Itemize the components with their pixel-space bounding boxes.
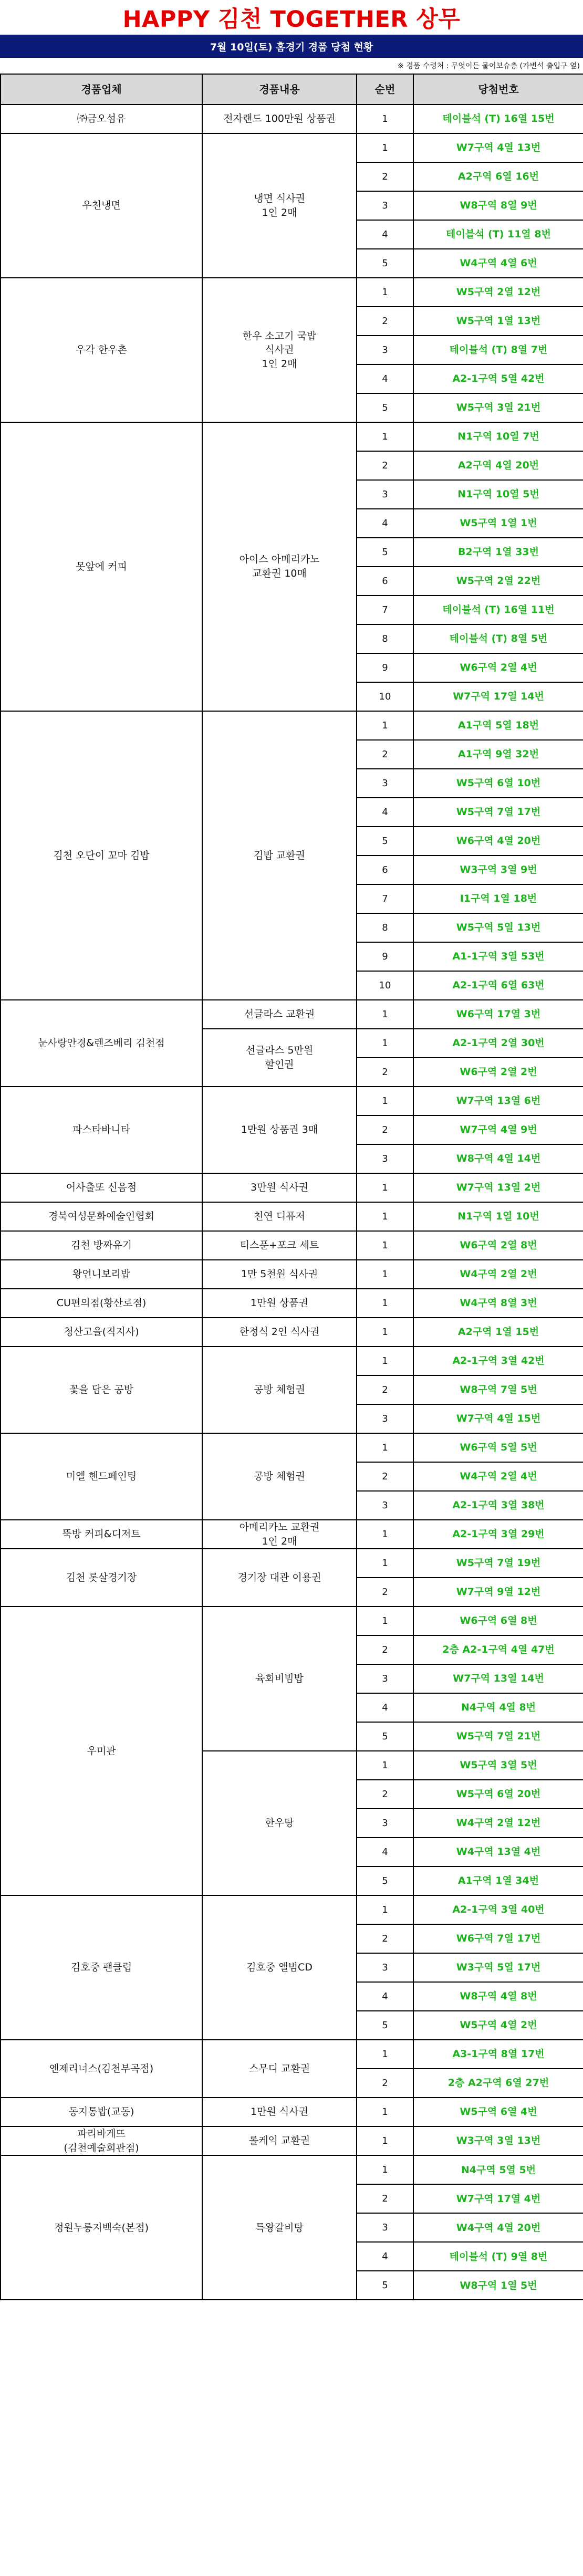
prize-cell: 김호중 앨범CD [202,1895,357,2040]
seq-cell: 4 [357,220,413,249]
seq-cell: 7 [357,884,413,913]
prize-cell: 특왕갈비탕 [202,2155,357,2300]
seq-cell: 9 [357,942,413,971]
table-row [1,1202,583,1231]
header-seq: 순번 [357,74,413,105]
winner-cell: 테이블석 (T) 8열 7번 [413,336,583,364]
company-cell: 우각 한우촌 [1,278,202,422]
table-row [1,2126,583,2155]
winner-cell: B2구역 1열 33번 [413,538,583,567]
company-cell: 꽃을 담은 공방 [1,1347,202,1433]
seq-cell: 3 [357,2213,413,2242]
winner-cell: A2구역 1열 15번 [413,1318,583,1347]
seq-cell: 8 [357,624,413,653]
seq-cell: 1 [357,711,413,740]
winner-cell: W5구역 1열 13번 [413,307,583,336]
seq-cell: 1 [357,2126,413,2155]
seq-cell: 3 [357,336,413,364]
winner-cell: W4구역 13열 4번 [413,1838,583,1866]
winner-cell: W3구역 3열 13번 [413,2126,583,2155]
company-cell: 왕언니보리밥 [1,1260,202,1289]
company-cell: 뚝방 커피&디저트 [1,1520,202,1549]
seq-cell: 7 [357,596,413,624]
winner-cell: W5구역 7열 19번 [413,1549,583,1578]
seq-cell: 4 [357,1693,413,1722]
winner-cell: N1구역 1열 10번 [413,1202,583,1231]
winner-cell: W6구역 7열 17번 [413,1924,583,1953]
prize-cell: 1만원 식사권 [202,2098,357,2126]
seq-cell: 1 [357,1260,413,1289]
winner-cell: W5구역 4열 2번 [413,2011,583,2040]
winner-cell: W5구역 7열 21번 [413,1722,583,1751]
seq-cell: 3 [357,1144,413,1173]
seq-cell: 2 [357,740,413,769]
page-title: HAPPY 김천 TOGETHER 상무 [122,6,461,33]
company-cell: 김천 방짜유기 [1,1231,202,1260]
winner-cell: W6구역 2열 2번 [413,1058,583,1087]
seq-cell: 2 [357,1635,413,1664]
winner-cell: 테이블석 (T) 11열 8번 [413,220,583,249]
table-body [1,105,583,2300]
seq-cell: 1 [357,1895,413,1924]
winner-cell: N4구역 5열 5번 [413,2155,583,2184]
seq-cell: 1 [357,1607,413,1635]
winner-cell: W5구역 2열 22번 [413,567,583,596]
seq-cell: 4 [357,2242,413,2271]
table-row [1,1433,583,1462]
winner-cell: N1구역 10열 7번 [413,422,583,451]
seq-cell: 3 [357,1404,413,1433]
winner-cell: W7구역 13열 14번 [413,1664,583,1693]
prize-cell: 3만원 식사권 [202,1173,357,1202]
seq-cell: 1 [357,2155,413,2184]
company-cell: 김호중 팬클럽 [1,1895,202,2040]
table-row [1,1000,583,1029]
winner-cell: W7구역 17열 14번 [413,682,583,711]
header-winner: 당첨번호 [413,74,583,105]
seq-cell: 3 [357,191,413,220]
seq-cell: 1 [357,422,413,451]
company-cell: 정원누룽지백숙(본점) [1,2155,202,2300]
table-row [1,1318,583,1347]
seq-cell: 1 [357,105,413,133]
seq-cell: 8 [357,913,413,942]
seq-cell: 2 [357,2184,413,2213]
table-row [1,1520,583,1549]
table-row [1,278,583,307]
winner-cell: W5구역 7열 17번 [413,798,583,827]
prize-cell: 롤케익 교환권 [202,2126,357,2155]
winner-cell: A2-1구역 3열 40번 [413,1895,583,1924]
seq-cell: 1 [357,1173,413,1202]
winner-cell: W7구역 4열 9번 [413,1115,583,1144]
event-subtitle: 7월 10일(토) 홈경기 경품 당첨 현황 [0,35,583,58]
prize-winners-table [0,74,583,2300]
header-company: 경품업체 [1,74,202,105]
seq-cell: 1 [357,1433,413,1462]
seq-cell: 5 [357,538,413,567]
seq-cell: 5 [357,2011,413,2040]
winner-cell: W4구역 4열 20번 [413,2213,583,2242]
seq-cell: 1 [357,1289,413,1318]
prize-cell: 스무디 교환권 [202,2040,357,2098]
winner-cell: W7구역 13열 2번 [413,1173,583,1202]
prize-cell: 1만원 상품권 [202,1289,357,1318]
seq-cell: 4 [357,364,413,393]
prize-cell: 공방 체험권 [202,1433,357,1520]
winner-cell: W3구역 5열 17번 [413,1953,583,1982]
table-header-row [1,74,583,105]
company-cell: 김천 롯살경기장 [1,1549,202,1607]
prize-cell: 아메리카노 교환권 1인 2매 [202,1520,357,1549]
company-cell: 파스타바니타 [1,1087,202,1173]
winner-cell: 2층 A2구역 6열 27번 [413,2069,583,2098]
winner-cell: A2-1구역 5열 42번 [413,364,583,393]
company-cell: 우미관 [1,1607,202,1895]
seq-cell: 2 [357,1578,413,1607]
winner-cell: W6구역 2열 4번 [413,653,583,682]
seq-cell: 6 [357,567,413,596]
winner-cell: W5구역 6열 4번 [413,2098,583,2126]
winner-cell: A2구역 4열 20번 [413,451,583,480]
seq-cell: 2 [357,451,413,480]
seq-cell: 1 [357,133,413,162]
table-row [1,1895,583,1924]
company-cell: 못앞에 커피 [1,422,202,711]
winner-cell: W5구역 5열 13번 [413,913,583,942]
seq-cell: 4 [357,798,413,827]
prize-cell: 한우 소고기 국밥 식사권 1인 2매 [202,278,357,422]
winner-cell: W6구역 5열 5번 [413,1433,583,1462]
winner-cell: 테이블석 (T) 8열 5번 [413,624,583,653]
company-cell: 파리바게뜨 (김천예술회관점) [1,2126,202,2155]
winner-cell: A2-1구역 6열 63번 [413,971,583,1000]
winner-cell: W6구역 2열 8번 [413,1231,583,1260]
winner-cell: W8구역 1열 5번 [413,2271,583,2300]
winner-cell: N1구역 10열 5번 [413,480,583,509]
winner-cell: N4구역 4열 8번 [413,1693,583,1722]
table-row [1,1231,583,1260]
seq-cell: 2 [357,1058,413,1087]
table-row [1,1289,583,1318]
seq-cell: 2 [357,162,413,191]
seq-cell: 2 [357,1462,413,1491]
seq-cell: 2 [357,1780,413,1809]
seq-cell: 5 [357,1722,413,1751]
winner-cell: 테이블석 (T) 9열 8번 [413,2242,583,2271]
winner-cell: A1구역 9열 32번 [413,740,583,769]
seq-cell: 1 [357,1202,413,1231]
winner-cell: W6구역 6열 8번 [413,1607,583,1635]
winner-cell: A2-1구역 3열 38번 [413,1491,583,1520]
prize-cell: 선글라스 교환권 [202,1000,357,1029]
winner-cell: W6구역 4열 20번 [413,827,583,856]
seq-cell: 3 [357,480,413,509]
winner-cell: W4구역 2열 12번 [413,1809,583,1838]
seq-cell: 1 [357,1347,413,1375]
winner-cell: A1-1구역 3열 53번 [413,942,583,971]
prize-cell: 한정식 2인 식사권 [202,1318,357,1347]
winner-cell: W5구역 3열 21번 [413,393,583,422]
winner-cell: W4구역 8열 3번 [413,1289,583,1318]
winner-cell: W7구역 13열 6번 [413,1087,583,1115]
table-row [1,1549,583,1578]
seq-cell: 1 [357,278,413,307]
seq-cell: 1 [357,1520,413,1549]
company-cell: 어사출또 신음점 [1,1173,202,1202]
seq-cell: 2 [357,307,413,336]
table-row [1,1260,583,1289]
prize-cell: 전자랜드 100만원 상품권 [202,105,357,133]
company-cell: 청산고을(직지사) [1,1318,202,1347]
seq-cell: 3 [357,1664,413,1693]
winner-cell: W4구역 2열 4번 [413,1462,583,1491]
seq-cell: 1 [357,1751,413,1780]
table-row [1,105,583,133]
seq-cell: 10 [357,682,413,711]
winner-cell: W3구역 3열 9번 [413,856,583,884]
table-row [1,711,583,740]
seq-cell: 4 [357,1982,413,2011]
winner-cell: W4구역 2열 2번 [413,1260,583,1289]
winner-cell: A1구역 1열 34번 [413,1866,583,1895]
company-cell: 김천 오단이 꼬마 김밥 [1,711,202,1000]
seq-cell: 5 [357,1866,413,1895]
seq-cell: 4 [357,1838,413,1866]
company-cell: 우천냉면 [1,133,202,278]
seq-cell: 1 [357,2098,413,2126]
seq-cell: 2 [357,1924,413,1953]
winner-cell: I1구역 1열 18번 [413,884,583,913]
company-cell: CU편의점(황산로점) [1,1289,202,1318]
seq-cell: 5 [357,393,413,422]
seq-cell: 5 [357,827,413,856]
winner-cell: W5구역 6열 20번 [413,1780,583,1809]
seq-cell: 9 [357,653,413,682]
winner-cell: W5구역 6열 10번 [413,769,583,798]
winner-cell: W8구역 7열 5번 [413,1375,583,1404]
seq-cell: 2 [357,1375,413,1404]
winner-cell: A1구역 5열 18번 [413,711,583,740]
winner-cell: W6구역 17열 3번 [413,1000,583,1029]
winner-cell: A2구역 6열 16번 [413,162,583,191]
table-row [1,1347,583,1375]
winner-cell: A2-1구역 3열 29번 [413,1520,583,1549]
seq-cell: 10 [357,971,413,1000]
prize-cell: 경기장 대관 이용권 [202,1549,357,1607]
prize-cell: 공방 체험권 [202,1347,357,1433]
prize-cell: 선글라스 5만원 할인권 [202,1029,357,1087]
seq-cell: 4 [357,509,413,538]
table-row [1,422,583,451]
winner-cell: W7구역 17열 4번 [413,2184,583,2213]
header-prize: 경품내용 [202,74,357,105]
winner-cell: A2-1구역 2열 30번 [413,1029,583,1058]
winner-cell: 2층 A2-1구역 4열 47번 [413,1635,583,1664]
winner-cell: W4구역 4열 6번 [413,249,583,278]
seq-cell: 1 [357,1087,413,1115]
seq-cell: 3 [357,1953,413,1982]
table-row [1,2040,583,2069]
seq-cell: 3 [357,1809,413,1838]
seq-cell: 3 [357,769,413,798]
table-row [1,133,583,162]
seq-cell: 1 [357,1549,413,1578]
seq-cell: 1 [357,1318,413,1347]
seq-cell: 3 [357,1491,413,1520]
company-cell: 미엘 핸드페인팅 [1,1433,202,1520]
seq-cell: 1 [357,1231,413,1260]
prize-cell: 1만 5천원 식사권 [202,1260,357,1289]
winner-cell: W8구역 4열 8번 [413,1982,583,2011]
company-cell: 눈사랑안경&렌즈베리 김천점 [1,1000,202,1087]
winner-cell: W5구역 1열 1번 [413,509,583,538]
winner-cell: 테이블석 (T) 16열 15번 [413,105,583,133]
seq-cell: 2 [357,2069,413,2098]
prize-cell: 냉면 식사권 1인 2매 [202,133,357,278]
winner-cell: W7구역 4열 13번 [413,133,583,162]
prize-cell: 티스푼+포크 세트 [202,1231,357,1260]
winner-cell: W7구역 4열 15번 [413,1404,583,1433]
company-cell: ㈜금오섬유 [1,105,202,133]
company-cell: 동지통밥(교동) [1,2098,202,2126]
seq-cell: 1 [357,1029,413,1058]
table-row [1,1173,583,1202]
winner-cell: A2-1구역 3열 42번 [413,1347,583,1375]
company-cell: 엔제리너스(김천부곡점) [1,2040,202,2098]
prize-cell: 육회비빔밥 [202,1607,357,1751]
seq-cell: 1 [357,2040,413,2069]
table-row [1,1087,583,1115]
winner-cell: W8구역 8열 9번 [413,191,583,220]
winner-cell: 테이블석 (T) 16열 11번 [413,596,583,624]
seq-cell: 1 [357,1000,413,1029]
seq-cell: 6 [357,856,413,884]
winner-cell: A3-1구역 8열 17번 [413,2040,583,2069]
table-row [1,1607,583,1635]
winner-cell: W7구역 9열 12번 [413,1578,583,1607]
winner-cell: W8구역 4열 14번 [413,1144,583,1173]
prize-cell: 김밥 교환권 [202,711,357,1000]
winner-cell: W5구역 2열 12번 [413,278,583,307]
table-row [1,2098,583,2126]
company-cell: 경북여성문화예술인협회 [1,1202,202,1231]
prize-cell: 1만원 상품권 3매 [202,1087,357,1173]
seq-cell: 5 [357,2271,413,2300]
prize-cell: 한우탕 [202,1751,357,1895]
table-row [1,2155,583,2184]
winner-cell: W5구역 3열 5번 [413,1751,583,1780]
prize-cell: 천연 디퓨저 [202,1202,357,1231]
seq-cell: 2 [357,1115,413,1144]
prize-cell: 아이스 아메리카노 교환권 10매 [202,422,357,711]
pickup-note: ※ 경품 수령처 : 무엇이든 물어보슈층 (가변석 출입구 옆) [398,62,580,70]
seq-cell: 5 [357,249,413,278]
